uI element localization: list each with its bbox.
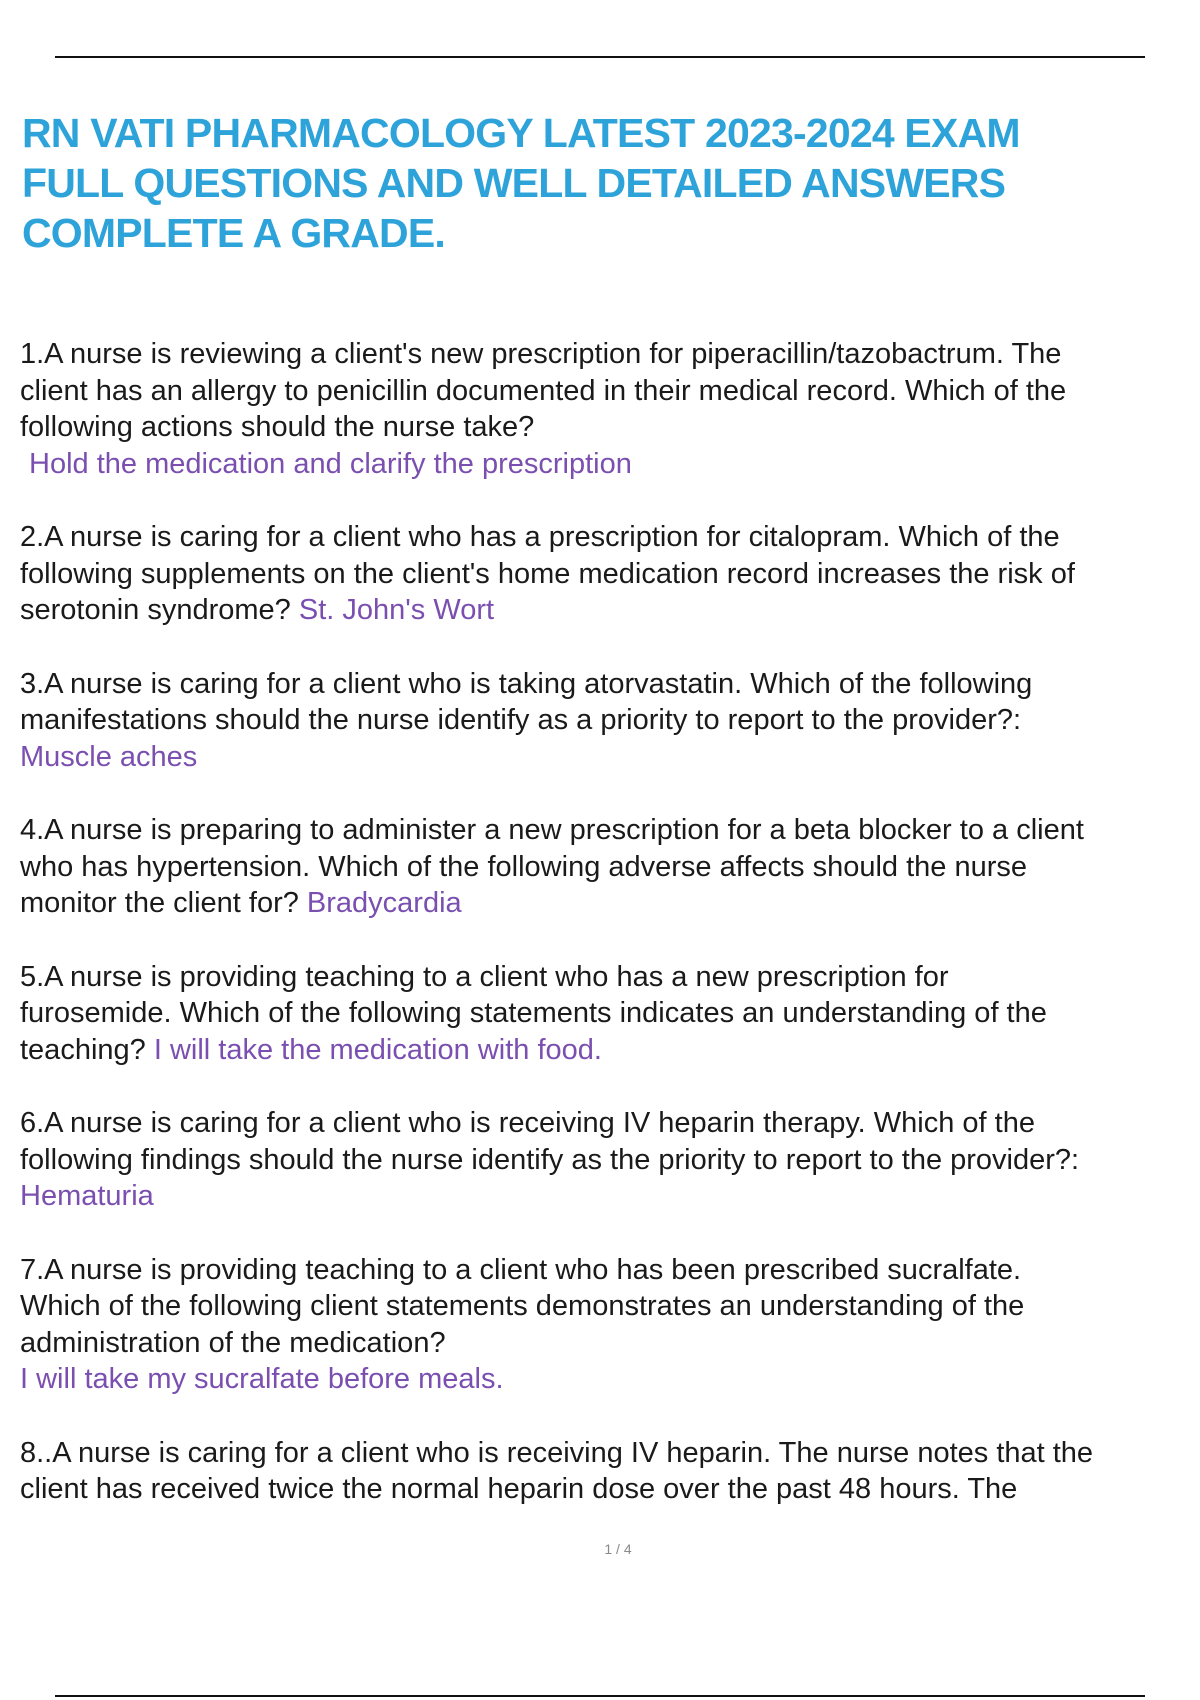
question-item [20,519,1200,629]
top-divider [55,56,1145,58]
question-line: 8..A nurse is caring for a client who is receiving IV heparin. The nurse notes that the [20,1436,1094,1469]
question-item [20,1435,1200,1508]
answer-text: Bradycardia [306,887,462,919]
question-item [20,812,1200,922]
question-line: client has received twice the normal heparin dose over the past 48 hours. The [20,1473,1018,1505]
answer-text: Hold the medication and clarify the prescription [29,447,632,480]
question-line: 5.A nurse is providing teaching to a client who has a new prescription for [20,960,949,993]
question-line: manifestations should the nurse identify as a priority to report to the provider?: [20,704,1022,736]
question-line: following supplements on the client's home medication record increases the risk of [20,557,1075,590]
question-text: monitor the client for? [20,887,307,919]
answer-text: Hematuria [20,1180,154,1212]
question-item [20,959,1200,1069]
question-line: administration of the medication? [20,1326,446,1359]
question-line-with-answer [20,885,1200,922]
question-text: serotonin syndrome? [20,594,299,626]
title-line: RN VATI PHARMACOLOGY LATEST 2023-2024 EXAM [22,110,1020,156]
question-line-with-answer [20,1032,1200,1069]
question-line: 4.A nurse is preparing to administer a new prescription for a beta blocker to a client [20,814,1084,846]
question-line: who has hypertension. Which of the following adverse affects should the nurse [20,850,1027,883]
question-line: 7.A nurse is providing teaching to a client who has been prescribed sucralfate. [20,1253,1022,1286]
question-line-with-answer [20,592,1200,629]
question-line: following findings should the nurse identify as the priority to report to the provider?: [20,1143,1080,1176]
question-line: client has an allergy to penicillin documented in their medical record. Which of the [20,374,1067,407]
question-line: 3.A nurse is caring for a client who is taking atorvastatin. Which of the following [20,667,1033,700]
answer-text: I will take my sucralfate before meals. [20,1363,504,1395]
question-item [20,1252,1200,1398]
page-indicator: 1 / 4 [604,1541,632,1557]
question-item [20,1105,1200,1215]
answer-text: Muscle aches [20,740,198,773]
question-list [20,336,1200,1545]
question-item [20,336,1200,482]
question-line: furosemide. Which of the following statements indicates an understanding of the [20,997,1047,1029]
question-line: 6.A nurse is caring for a client who is receiving IV heparin therapy. Which of the [20,1107,1035,1139]
question-line: following actions should the nurse take? [20,411,535,443]
question-line: Which of the following client statements demonstrates an understanding of the [20,1290,1025,1322]
title-line: COMPLETE A GRADE. [22,210,445,256]
bottom-divider [55,1695,1145,1697]
question-line: 2.A nurse is caring for a client who has a prescription for citalopram. Which of the [20,521,1060,553]
answer-text: I will take the medication with food. [153,1033,602,1066]
document-title [22,108,1172,258]
question-text: teaching? [20,1033,154,1066]
answer-text: St. John's Wort [298,594,495,626]
question-item [20,666,1200,776]
title-line: FULL QUESTIONS AND WELL DETAILED ANSWERS [22,160,1006,206]
question-line: 1.A nurse is reviewing a client's new prescription for piperacillin/tazobactrum. The [20,338,1062,370]
